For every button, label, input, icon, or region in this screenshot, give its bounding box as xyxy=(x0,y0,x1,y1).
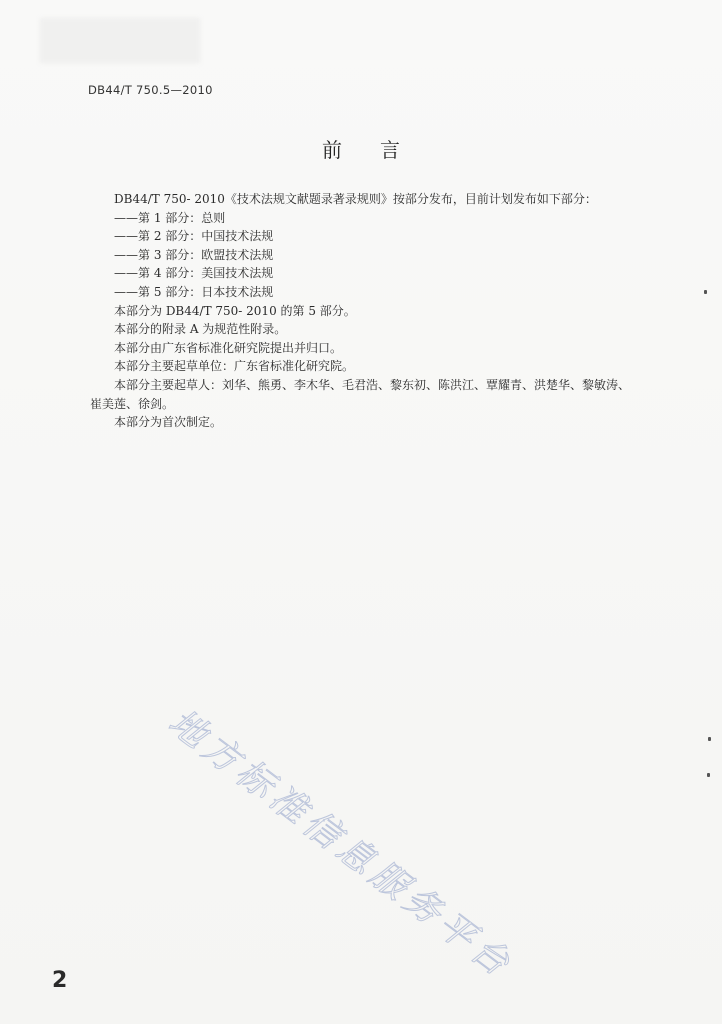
paragraph-line: 本部分为 DB44/T 750- 2010 的第 5 部分。 xyxy=(114,303,356,318)
part-list-item: ——第 3 部分：欧盟技术法规 xyxy=(114,247,274,262)
drafters-line-continued: 崔美莲、徐剑。 xyxy=(90,396,175,411)
part-list-item: ——第 1 部分：总则 xyxy=(114,210,226,225)
scan-speck xyxy=(708,737,711,741)
scan-speck xyxy=(707,773,710,777)
paragraph-line: 本部分由广东省标准化研究院提出并归口。 xyxy=(114,340,343,355)
part-list-item: ——第 4 部分：美国技术法规 xyxy=(114,266,274,281)
part-list-item: ——第 2 部分：中国技术法规 xyxy=(114,229,274,244)
standard-code-header: DB44/T 750.5—2010 xyxy=(88,83,213,97)
paragraph-line: 本部分为首次制定。 xyxy=(114,415,223,430)
watermark-text: 地方标准信息服务平台 xyxy=(160,701,521,988)
scan-speck xyxy=(704,290,707,294)
paragraph-line: 本部分主要起草单位：广东省标准化研究院。 xyxy=(114,359,355,374)
foreword-body xyxy=(90,190,650,432)
intro-line: DB44/T 750- 2010《技术法规文献题录著录规则》按部分发布，目前计划发布如下部分： xyxy=(114,192,597,206)
part-list-item: ——第 5 部分：日本技术法规 xyxy=(114,284,274,299)
drafters-line: 本部分主要起草人：刘华、熊勇、李木华、毛君浩、黎东初、陈洪江、覃耀青、洪楚华、黎敏涛、 xyxy=(114,377,631,392)
paragraph-line: 本部分的附录 A 为规范性附录。 xyxy=(114,322,287,337)
page-title: 前言 xyxy=(322,138,438,162)
scan-artifact xyxy=(40,18,200,63)
page-number: 2 xyxy=(52,968,68,993)
